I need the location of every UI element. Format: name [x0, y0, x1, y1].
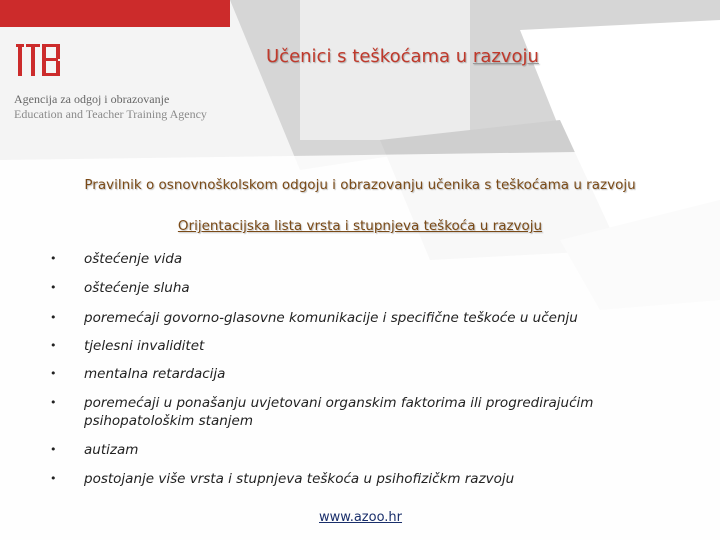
bullet-icon: •	[50, 396, 57, 409]
bullet-icon: •	[50, 281, 57, 294]
bullet-icon: •	[50, 367, 57, 380]
org-name-hr: Agencija za odgoj i obrazovanje	[14, 92, 170, 106]
bullet-icon: •	[50, 472, 57, 485]
org-name-en: Education and Teacher Training Agency	[14, 107, 207, 121]
slide-subtitle: Pravilnik o osnovnoškolskom odgoju i obrazovanju učenika s teškoćama u razvoju	[84, 177, 636, 193]
website-link[interactable]: www.azoo.hr	[319, 510, 403, 525]
bullet-icon: •	[50, 252, 57, 265]
list-title: Orijentacijska lista vrsta i stupnjeva teškoća u razvoju	[177, 218, 543, 234]
title-underlined-text: razvoju	[472, 46, 539, 67]
bullet-icon: •	[50, 443, 57, 456]
bullet-icon: •	[50, 339, 57, 352]
bullet-icon: •	[50, 311, 57, 324]
title-text: Učenici s teškoćama u	[266, 46, 473, 67]
bullet-list: • oštećenje vida • oštećenje sluha • poremećaji govorno-glasovne komunikacije i specifične teškoće u učenju • tjelesni invaliditet • mentalna retardacija • poremećaji u ponašanju uvjetovani organskim faktorima ili progredirajućim psihopatološkim stanjem • autizam • postojanje više vrsta i stupnjeva teškoća u psihofizičkm razvoju	[50, 251, 594, 487]
